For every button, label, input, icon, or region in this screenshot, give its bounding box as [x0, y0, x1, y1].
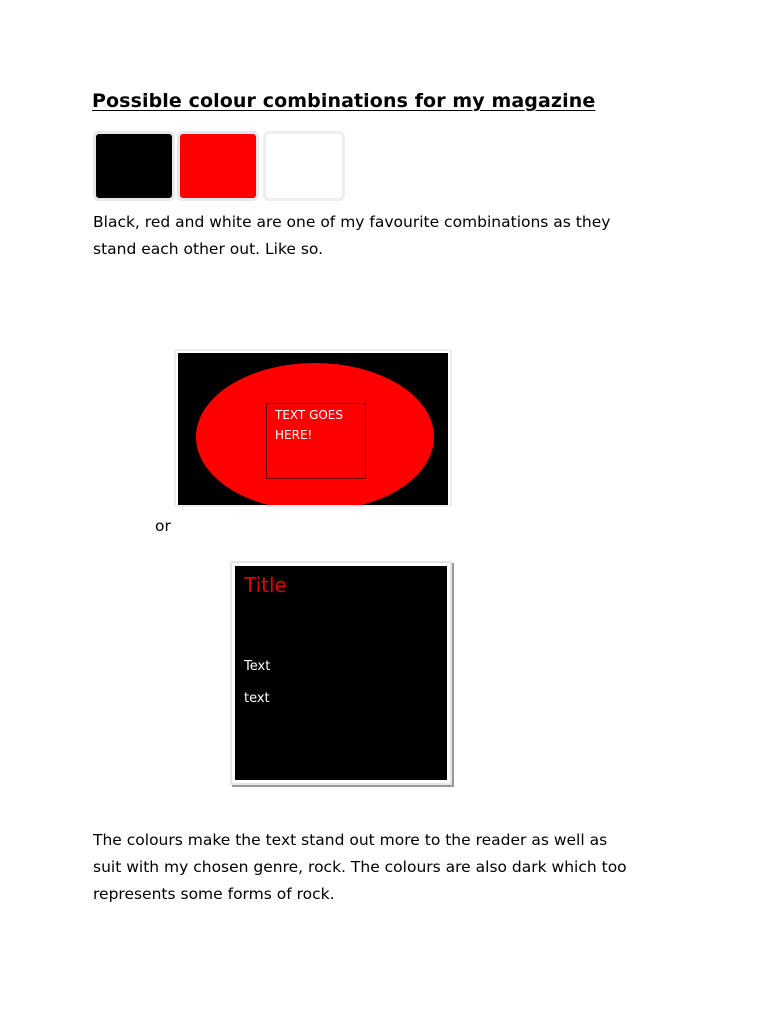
page-title: Possible colour combinations for my magazine [92, 90, 596, 112]
or-separator: or [155, 517, 171, 535]
mockup-black-background [178, 353, 448, 505]
conclusion-line: represents some forms of rock. [93, 885, 335, 903]
mockup-black-panel [235, 566, 447, 780]
red-ellipse [196, 363, 434, 507]
conclusion-paragraph [93, 827, 627, 908]
conclusion-line: The colours make the text stand out more to the reader as well as [93, 831, 608, 849]
mockup-title-text: Title [244, 573, 287, 597]
text-placeholder-box [266, 403, 366, 479]
intro-line: Black, red and white are one of my favourite combinations as they [93, 213, 611, 231]
mockup-title-design [230, 561, 452, 785]
text-placeholder-label: TEXT GOES HERE! [275, 408, 344, 442]
mockup-body-text: text [244, 691, 270, 706]
swatch-white [263, 131, 345, 201]
intro-paragraph [93, 209, 610, 263]
mockup-ellipse-design [174, 349, 452, 507]
colour-swatches [93, 131, 348, 201]
intro-line: stand each other out. Like so. [93, 240, 324, 258]
swatch-black [93, 131, 175, 201]
mockup-body-text: Text [244, 659, 271, 674]
conclusion-line: suit with my chosen genre, rock. The colours are also dark which too [93, 858, 627, 876]
swatch-red [177, 131, 259, 201]
